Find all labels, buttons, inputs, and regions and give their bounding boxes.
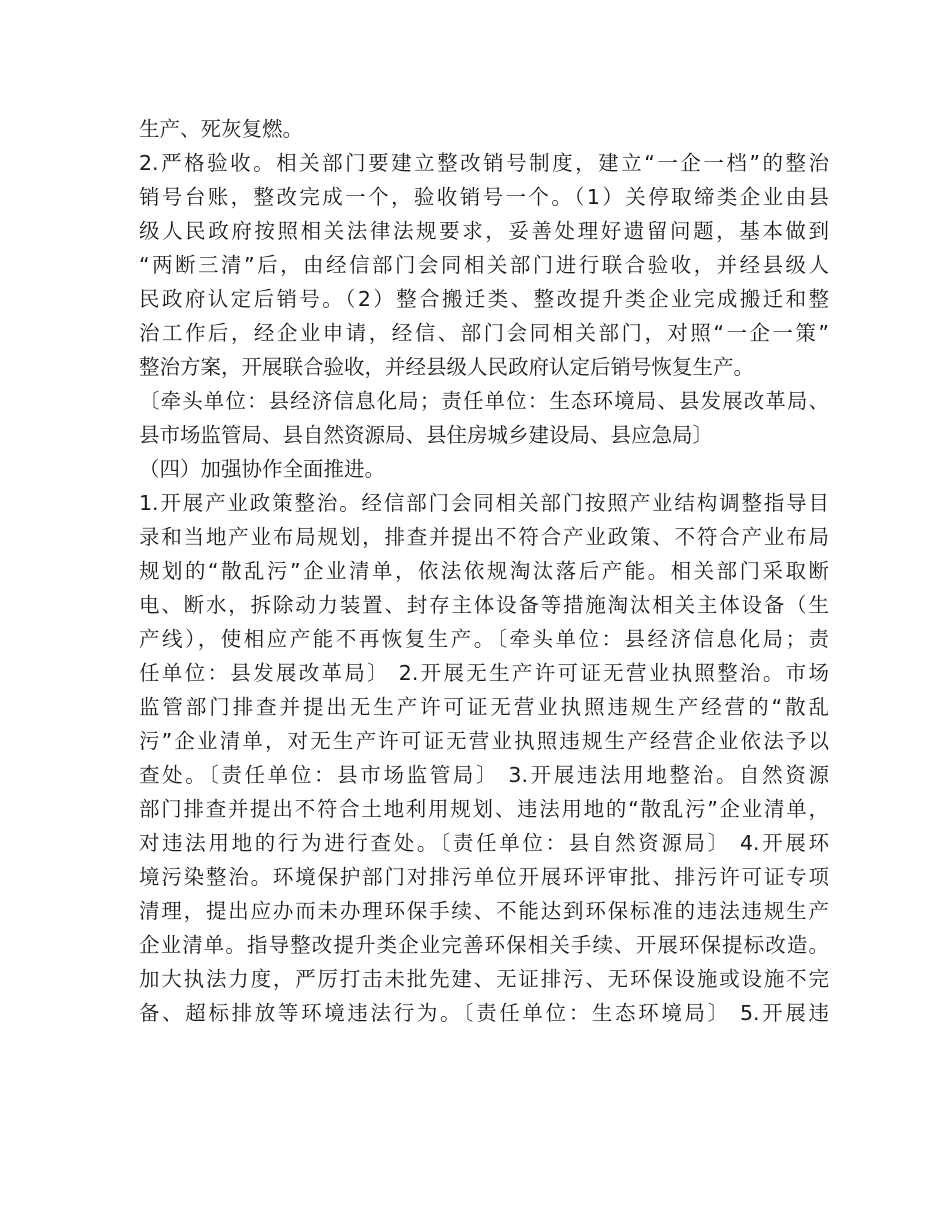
text-line: 生产、死灰复燃。 (139, 117, 303, 141)
text-line: 规划的“散乱污”企业清单，依法依规淘汰落后产能。相关部门采取断 (139, 559, 829, 583)
text-line: 县市场监管局、县自然资源局、县住房城乡建设局、县应急局〕 (139, 423, 713, 447)
text-line: 企业清单。指导整改提升类企业完善环保相关手续、开展环保提标改造。 (139, 933, 829, 957)
document-body (139, 112, 829, 1030)
text-line: 清理，提出应办而未办理环保手续、不能达到环保标准的违法违规生产 (139, 899, 829, 923)
text-line: 销号台账，整改完成一个，验收销号一个。（1）关停取缔类企业由县 (139, 185, 829, 209)
text-line: 对违法用地的行为进行查处。〔责任单位：县自然资源局〕 4.开展环 (139, 831, 829, 855)
text-line: 治工作后，经企业申请，经信、部门会同相关部门，对照“一企一策” (139, 321, 829, 345)
text-line: 任单位：县发展改革局〕 2.开展无生产许可证无营业执照整治。市场 (139, 661, 829, 685)
text-line: 整治方案，开展联合验收，并经县级人民政府认定后销号恢复生产。 (139, 355, 754, 379)
text-line: 加大执法力度，严厉打击未批先建、无证排污、无环保设施或设施不完 (139, 967, 829, 991)
text-line: “两断三清”后，由经信部门会同相关部门进行联合验收，并经县级人 (139, 253, 829, 277)
text-line: 境污染整治。环境保护部门对排污单位开展环评审批、排污许可证专项 (139, 865, 829, 889)
text-line: 级人民政府按照相关法律法规要求，妥善处理好遗留问题，基本做到 (139, 219, 829, 243)
text-line: 电、断水，拆除动力装置、封存主体设备等措施淘汰相关主体设备（生 (139, 593, 829, 617)
text-line: 查处。〔责任单位：县市场监管局〕 3.开展违法用地整治。自然资源 (139, 763, 829, 787)
text-line: 录和当地产业布局规划，排查并提出不符合产业政策、不符合产业布局 (139, 525, 829, 549)
text-line: 备、超标排放等环境违法行为。〔责任单位：生态环境局〕 5.开展违 (139, 1001, 829, 1025)
section-heading: （四）加强协作全面推进。 (139, 457, 385, 481)
text-line: 产线），使相应产能不再恢复生产。〔牵头单位：县经济信息化局；责 (139, 627, 829, 651)
text-line: 部门排查并提出不符合土地利用规划、违法用地的“散乱污”企业清单， (139, 797, 829, 821)
text-line: 2.严格验收。相关部门要建立整改销号制度，建立“一企一档”的整治 (139, 151, 829, 175)
text-line: 〔牵头单位：县经济信息化局；责任单位：生态环境局、县发展改革局、 (139, 389, 829, 413)
text-line: 1.开展产业政策整治。经信部门会同相关部门按照产业结构调整指导目 (139, 491, 829, 515)
text-line: 民政府认定后销号。（2）整合搬迁类、整改提升类企业完成搬迁和整 (139, 287, 829, 311)
text-line: 监管部门排查并提出无生产许可证无营业执照违规生产经营的“散乱 (139, 695, 829, 719)
text-line: 污”企业清单，对无生产许可证无营业执照违规生产经营企业依法予以 (139, 729, 829, 753)
